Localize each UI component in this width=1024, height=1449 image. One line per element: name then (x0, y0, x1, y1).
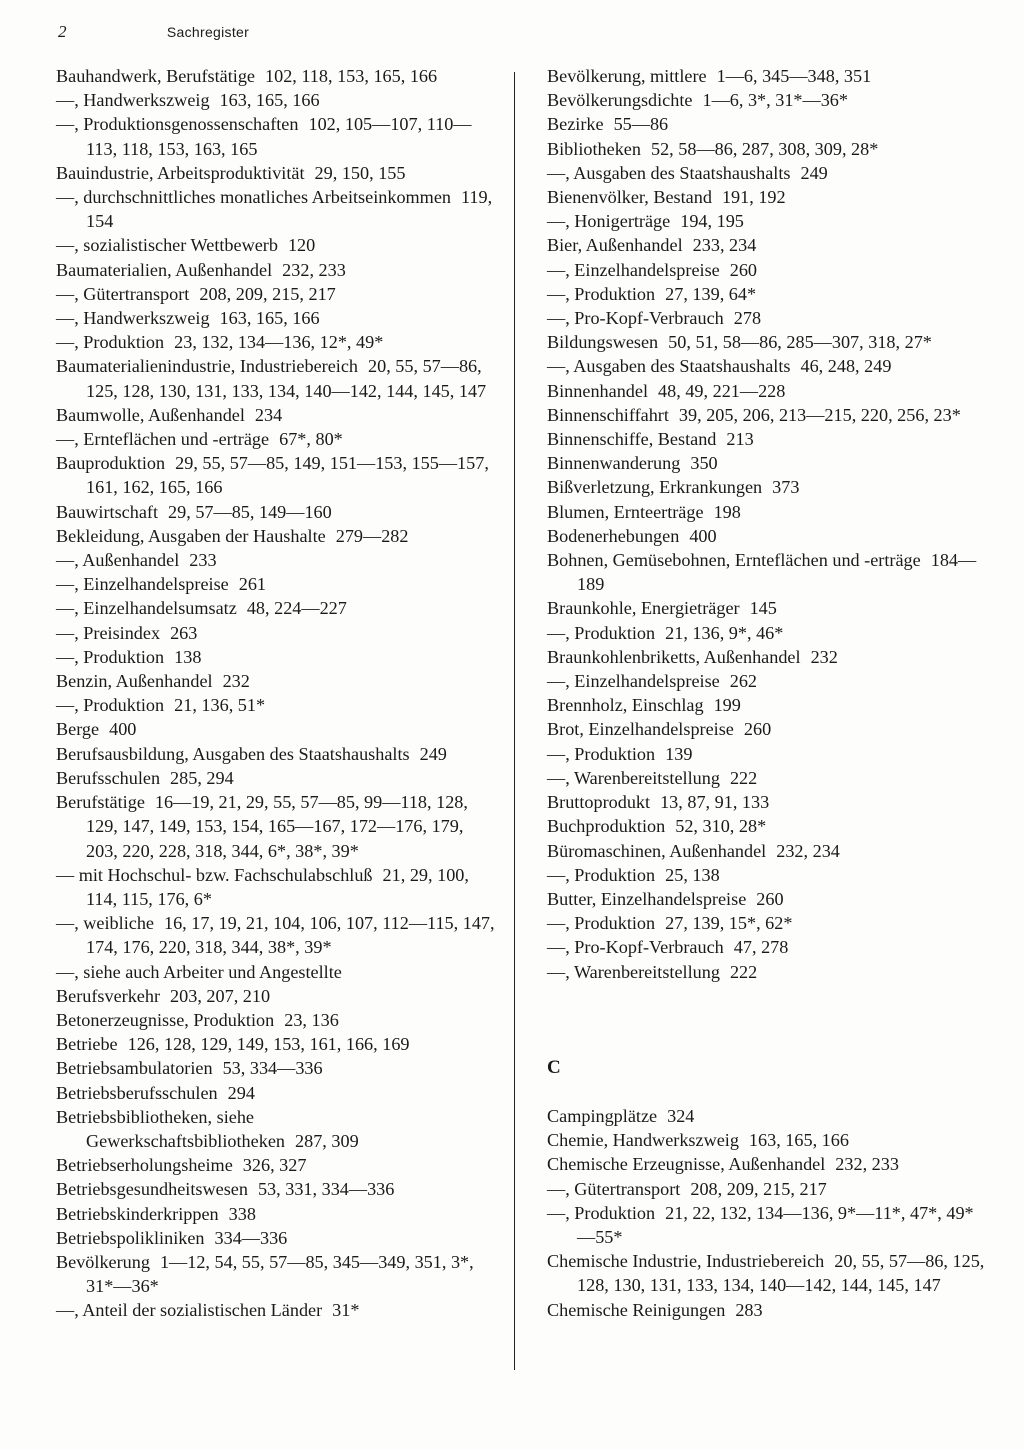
page-references: 278 (733, 308, 762, 329)
page-references: 233 (189, 550, 217, 571)
index-entry (56, 1298, 496, 1322)
index-entry (547, 621, 987, 645)
index-term: —, Produktion (56, 332, 165, 353)
page-references: 21, 136, 9*, 46* (665, 622, 784, 643)
page-references: 31* (332, 1300, 360, 1321)
index-entry (547, 233, 987, 257)
index-term: —, Handwerkszweig (56, 90, 210, 111)
index-entry (56, 524, 496, 548)
page-references: 53, 331, 334—336 (257, 1179, 395, 1200)
page-references: 1—6, 3*, 31*—36* (702, 90, 848, 111)
index-term: —, Pro-Kopf-Verbrauch (547, 937, 724, 958)
index-term: Binnenhandel (547, 380, 649, 401)
index-term: Chemie, Handwerkszweig (547, 1130, 739, 1151)
index-term: Brot, Einzelhandelspreise (547, 719, 734, 740)
page-references: 234 (254, 404, 283, 425)
page-references: 48, 49, 221—228 (658, 380, 786, 401)
page-references: 338 (228, 1203, 256, 1224)
index-term: Bruttoprodukt (547, 792, 651, 813)
page-references: 208, 209, 215, 217 (690, 1178, 827, 1199)
index-term: Betriebserholungsheime (56, 1155, 233, 1176)
index-entry (56, 742, 496, 766)
index-term: Betriebskinderkrippen (56, 1203, 219, 1224)
page-references: 184—189 (577, 550, 977, 595)
index-term: —, Produktion (547, 1202, 656, 1223)
index-entry (56, 1008, 496, 1032)
index-term: Berufsschulen (56, 767, 161, 788)
page-references: 46, 248, 249 (800, 356, 892, 377)
index-term: Bezirke (547, 114, 604, 135)
index-term: —, Gütertransport (56, 283, 190, 304)
index-term: —, Ernteflächen und -erträge (56, 429, 270, 450)
index-entry (56, 1177, 496, 1201)
index-entry (547, 887, 987, 911)
index-entry (547, 1201, 987, 1249)
index-term: Binnenschiffahrt (547, 404, 669, 425)
index-column-left (56, 64, 496, 1323)
index-entry (547, 669, 987, 693)
page-references: 199 (713, 695, 741, 716)
page-references: 20, 55, 57—86, 125, 128, 130, 131, 133, 134, 140—142, 144, 145, 147 (577, 1251, 985, 1296)
index-term: Braunkohle, Energieträger (547, 598, 740, 619)
index-entry (56, 1105, 496, 1153)
index-column-right (547, 64, 987, 1322)
page-references: 260 (743, 719, 772, 740)
index-term: —, Einzelhandelspreise (56, 574, 229, 595)
index-entry (56, 1032, 496, 1056)
index-entry (547, 960, 987, 984)
page-references: 1—12, 54, 55, 57—85, 345—349, 351, 3*, 31*—36* (86, 1251, 474, 1297)
index-term: —, Ausgaben des Staatshaushalts (547, 162, 791, 183)
page-references: 23, 136 (284, 1009, 339, 1030)
index-entry (56, 766, 496, 790)
index-term: Bevölkerungsdichte (547, 90, 693, 111)
index-term: —, Produktionsgenossenschaften (56, 114, 299, 135)
index-term: Blumen, Ernteerträge (547, 501, 704, 522)
page-references: 16, 17, 19, 21, 104, 106, 107, 112—115, 147, 174, 176, 220, 318, 344, 38*, 39* (86, 913, 495, 958)
index-term: Chemische Industrie, Industriebereich (547, 1251, 825, 1272)
index-entry (56, 500, 496, 524)
page-references: 232, 233 (282, 259, 346, 280)
index-term: Bienenvölker, Bestand (547, 187, 712, 208)
page-references: 222 (729, 767, 758, 788)
index-entry (547, 1104, 987, 1128)
index-term: —, weibliche (56, 913, 154, 934)
page-references: 50, 51, 58—86, 285—307, 318, 27* (668, 332, 932, 353)
index-term: —, Honigerträge (547, 211, 671, 232)
index-term: Baumaterialien, Außenhandel (56, 259, 273, 280)
page-references: 25, 138 (665, 864, 720, 885)
index-entry (56, 306, 496, 330)
index-entry (56, 427, 496, 451)
page-references: 29, 150, 155 (314, 162, 406, 183)
index-term: —, siehe auch Arbeiter und Angestellte (56, 961, 342, 982)
index-entry (547, 742, 987, 766)
index-term: Brennholz, Einschlag (547, 695, 704, 716)
page-references: 23, 132, 134—136, 12*, 49* (174, 332, 384, 353)
index-entry (547, 427, 987, 451)
index-entry (547, 911, 987, 935)
index-term: Berge (56, 719, 100, 740)
index-term: —, Ausgaben des Staatshaushalts (547, 356, 791, 377)
page-references: 163, 165, 166 (219, 90, 320, 111)
index-term: —, Produktion (547, 743, 656, 764)
index-entry (56, 64, 496, 88)
page-references: 21, 136, 51* (174, 695, 266, 716)
page-references: 21, 22, 132, 134—136, 9*—11*, 47*, 49*—55* (577, 1202, 974, 1247)
index-term: —, durchschnittliches monatliches Arbeitseinkommen (56, 187, 451, 208)
index-term: Bohnen, Gemüsebohnen, Ernteflächen und -erträge (547, 550, 921, 571)
index-term: Bildungswesen (547, 332, 659, 353)
section-gap (547, 984, 987, 1056)
index-entry (547, 137, 987, 161)
page-references: 20, 55, 57—86, 125, 128, 130, 131, 133, 134, 140—142, 144, 145, 147 (86, 356, 487, 401)
page-references: 285, 294 (170, 767, 234, 788)
page-references: 27, 139, 64* (665, 283, 757, 304)
page-references: 138 (174, 646, 202, 667)
index-entry (56, 984, 496, 1008)
index-term: Benzin, Außenhandel (56, 671, 213, 692)
page-references: 29, 55, 57—85, 149, 151—153, 155—157, 161, 162, 165, 166 (86, 453, 489, 498)
page-references: 102, 118, 153, 165, 166 (265, 66, 438, 86)
index-term: Bodenerhebungen (547, 525, 680, 546)
page-references: 249 (419, 743, 447, 764)
index-entry (547, 161, 987, 185)
index-term: Berufsverkehr (56, 985, 161, 1006)
page-references: 27, 139, 15*, 62* (665, 913, 793, 934)
index-term: Baumwolle, Außenhandel (56, 404, 245, 425)
index-entry (56, 717, 496, 741)
page-references: 203, 207, 210 (170, 985, 271, 1006)
page-references: 350 (690, 453, 718, 474)
page-number: 2 (58, 22, 67, 41)
index-term: Berufsausbildung, Ausgaben des Staatshaushalts (56, 743, 410, 764)
page-references: 16—19, 21, 29, 55, 57—85, 99—118, 128, 129, 147, 149, 153, 154, 165—167, 172—176, 179, 203, 220, 228, 318, 344, 6*, 38*, 39* (86, 792, 468, 861)
index-entry (56, 112, 496, 160)
index-term: Büromaschinen, Außenhandel (547, 840, 767, 861)
page-references: 29, 57—85, 149—160 (168, 501, 332, 522)
index-entries-c (547, 1104, 987, 1322)
page-references: 213 (726, 429, 754, 450)
index-entry (56, 693, 496, 717)
index-term: —, Warenbereitstellung (547, 961, 720, 982)
index-entry (547, 548, 987, 596)
index-entry (547, 645, 987, 669)
page-references: 232, 234 (776, 840, 840, 861)
index-entry (56, 1153, 496, 1177)
index-entry (547, 451, 987, 475)
index-entry (56, 1250, 496, 1298)
page-references: 163, 165, 166 (748, 1130, 849, 1151)
index-entry (547, 935, 987, 959)
index-entry (56, 451, 496, 499)
index-entry (547, 717, 987, 741)
index-entry (547, 766, 987, 790)
page-references: 48, 224—227 (246, 598, 347, 619)
page-references: 283 (735, 1299, 763, 1320)
index-entry (547, 1152, 987, 1176)
index-term: Buchproduktion (547, 816, 666, 837)
column-divider (514, 72, 515, 1370)
page-references: 222 (729, 961, 758, 982)
page-references: 145 (749, 598, 777, 619)
index-term: —, sozialistischer Wettbewerb (56, 235, 278, 256)
page-references: 263 (170, 622, 198, 643)
index-entry (547, 209, 987, 233)
page-references: 324 (667, 1105, 695, 1126)
index-entry (547, 1249, 987, 1297)
index-term: Bevölkerung (56, 1251, 150, 1272)
page-references: 249 (800, 162, 828, 183)
index-entry (547, 1298, 987, 1322)
index-entry (547, 1128, 987, 1152)
index-term: Bibliotheken (547, 138, 641, 159)
index-entry (56, 863, 496, 911)
index-entry (547, 475, 987, 499)
index-term: —, Produktion (547, 622, 656, 643)
index-entry (547, 596, 987, 620)
index-term: —, Außenhandel (56, 550, 180, 571)
page-references: 198 (713, 501, 741, 522)
index-term: —, Produktion (547, 864, 656, 885)
index-term: —, Einzelhandelspreise (547, 259, 720, 280)
running-title: Sachregister (166, 24, 250, 40)
index-term: — mit Hochschul- bzw. Fachschulabschluß (56, 864, 373, 885)
page-references: 294 (227, 1082, 255, 1103)
index-term: Betriebsberufsschulen (56, 1082, 218, 1103)
index-term: Chemische Reinigungen (547, 1299, 726, 1320)
index-term: —, Pro-Kopf-Verbrauch (547, 308, 724, 329)
index-term: Bauhandwerk, Berufstätige (56, 66, 255, 86)
page-references: 287, 309 (295, 1130, 359, 1151)
page-references: 233, 234 (692, 235, 757, 256)
index-term: Baumaterialienindustrie, Industriebereich (56, 356, 359, 377)
index-entry (547, 64, 987, 88)
page-references: 260 (729, 259, 758, 280)
index-term: Betriebsbibliotheken, siehe Gewerkschaftsbibliotheken (56, 1106, 285, 1151)
index-term: —, Produktion (547, 913, 656, 934)
index-entry (56, 960, 496, 984)
index-entry (547, 112, 987, 136)
page-references: 232, 233 (835, 1154, 899, 1175)
index-entry (547, 500, 987, 524)
index-entry (547, 354, 987, 378)
index-entry (547, 863, 987, 887)
index-term: —, Preisindex (56, 622, 161, 643)
page-references: 120 (287, 235, 316, 256)
page-references: 232 (810, 646, 838, 667)
index-term: —, Anteil der sozialistischen Länder (56, 1300, 323, 1321)
index-entry (547, 839, 987, 863)
index-entry (56, 354, 496, 402)
index-entry (56, 548, 496, 572)
index-term: —, Einzelhandelsumsatz (56, 598, 237, 619)
index-term: Butter, Einzelhandelspreise (547, 888, 747, 909)
index-entry (56, 330, 496, 354)
page-references: 260 (756, 888, 784, 909)
index-entry (56, 621, 496, 645)
index-term: —, Produktion (56, 646, 165, 667)
page-references: 139 (665, 743, 693, 764)
page-references: 52, 58—86, 287, 308, 309, 28* (650, 138, 879, 159)
page-references: 53, 334—336 (222, 1058, 323, 1079)
index-entry (56, 161, 496, 185)
index-entry (547, 258, 987, 282)
page-references: 279—282 (335, 525, 409, 546)
page-references: 400 (109, 719, 137, 740)
index-entry (547, 524, 987, 548)
index-term: Bauproduktion (56, 453, 166, 474)
page-references: 52, 310, 28* (675, 816, 767, 837)
index-entry (547, 379, 987, 403)
page-references: 191, 192 (721, 187, 786, 208)
page-references: 194, 195 (680, 211, 744, 232)
index-term: Bier, Außenhandel (547, 235, 683, 256)
index-term: Bauindustrie, Arbeitsproduktivität (56, 162, 305, 183)
index-term: —, Einzelhandelspreise (547, 671, 720, 692)
page-references: 400 (689, 525, 717, 546)
page-references: 39, 205, 206, 213—215, 220, 256, 23* (678, 404, 961, 425)
page-references: 232 (222, 671, 250, 692)
index-entry (56, 258, 496, 282)
page-references: 67*, 80* (279, 429, 343, 450)
index-term: Berufstätige (56, 792, 145, 813)
index-entry (547, 330, 987, 354)
index-entry (56, 790, 496, 863)
index-entry (547, 1177, 987, 1201)
page-references: 334—336 (214, 1227, 288, 1248)
page-references: 21, 29, 100, 114, 115, 176, 6* (86, 864, 469, 909)
index-entry (547, 306, 987, 330)
index-term: —, Handwerkszweig (56, 308, 210, 329)
index-entry (547, 88, 987, 112)
page-references: 1—6, 345—348, 351 (716, 66, 872, 86)
page-references: 13, 87, 91, 133 (660, 792, 770, 813)
index-term: —, Warenbereitstellung (547, 767, 720, 788)
index-entry (56, 669, 496, 693)
index-entry (547, 282, 987, 306)
index-entry (56, 1202, 496, 1226)
index-term: —, Produktion (547, 283, 656, 304)
index-entry (56, 1226, 496, 1250)
index-term: Betriebspolikliniken (56, 1227, 205, 1248)
index-entry (56, 233, 496, 257)
index-entry (547, 185, 987, 209)
index-term: Braunkohlenbriketts, Außenhandel (547, 646, 801, 667)
index-term: Betonerzeugnisse, Produktion (56, 1009, 275, 1030)
index-entry (56, 596, 496, 620)
page-references: 208, 209, 215, 217 (199, 283, 336, 304)
index-entry (547, 693, 987, 717)
index-term: Betriebe (56, 1034, 118, 1055)
page-references: 126, 128, 129, 149, 153, 161, 166, 169 (127, 1034, 410, 1055)
index-term: Bevölkerung, mittlere (547, 66, 707, 86)
index-entry (56, 403, 496, 427)
index-term: Binnenwanderung (547, 453, 681, 474)
index-entry (56, 1056, 496, 1080)
index-entry (56, 185, 496, 233)
page-references: 163, 165, 166 (219, 308, 320, 329)
page-references: 326, 327 (242, 1155, 307, 1176)
page-references: 262 (729, 671, 758, 692)
page-references: 47, 278 (733, 937, 789, 958)
index-entry (547, 403, 987, 427)
index-entry (547, 790, 987, 814)
page-references: 55—86 (613, 114, 669, 135)
index-entry (56, 282, 496, 306)
index-term: Chemische Erzeugnisse, Außenhandel (547, 1154, 826, 1175)
index-term: —, Produktion (56, 695, 165, 716)
index-term: Bißverletzung, Erkrankungen (547, 477, 763, 498)
index-entries-b (547, 64, 987, 984)
index-entry (56, 1081, 496, 1105)
index-term: Binnenschiffe, Bestand (547, 429, 717, 450)
index-entry (547, 814, 987, 838)
index-entry (56, 911, 496, 959)
page-references: 373 (772, 477, 800, 498)
page-header (58, 22, 249, 42)
index-term: Campingplätze (547, 1105, 658, 1126)
section-letter: C (547, 1056, 561, 1078)
index-term: Betriebsgesundheitswesen (56, 1179, 248, 1200)
index-term: Bauwirtschaft (56, 501, 159, 522)
index-entry (56, 645, 496, 669)
index-term: Betriebsambulatorien (56, 1058, 213, 1079)
index-term: Bekleidung, Ausgaben der Haushalte (56, 525, 326, 546)
page-references: 261 (238, 574, 267, 595)
index-term: —, Gütertransport (547, 1178, 681, 1199)
page-references: 119, 154 (86, 187, 493, 232)
index-entry (56, 88, 496, 112)
index-entry (56, 572, 496, 596)
page-references: 102, 105—107, 110—113, 118, 153, 163, 165 (86, 114, 472, 159)
